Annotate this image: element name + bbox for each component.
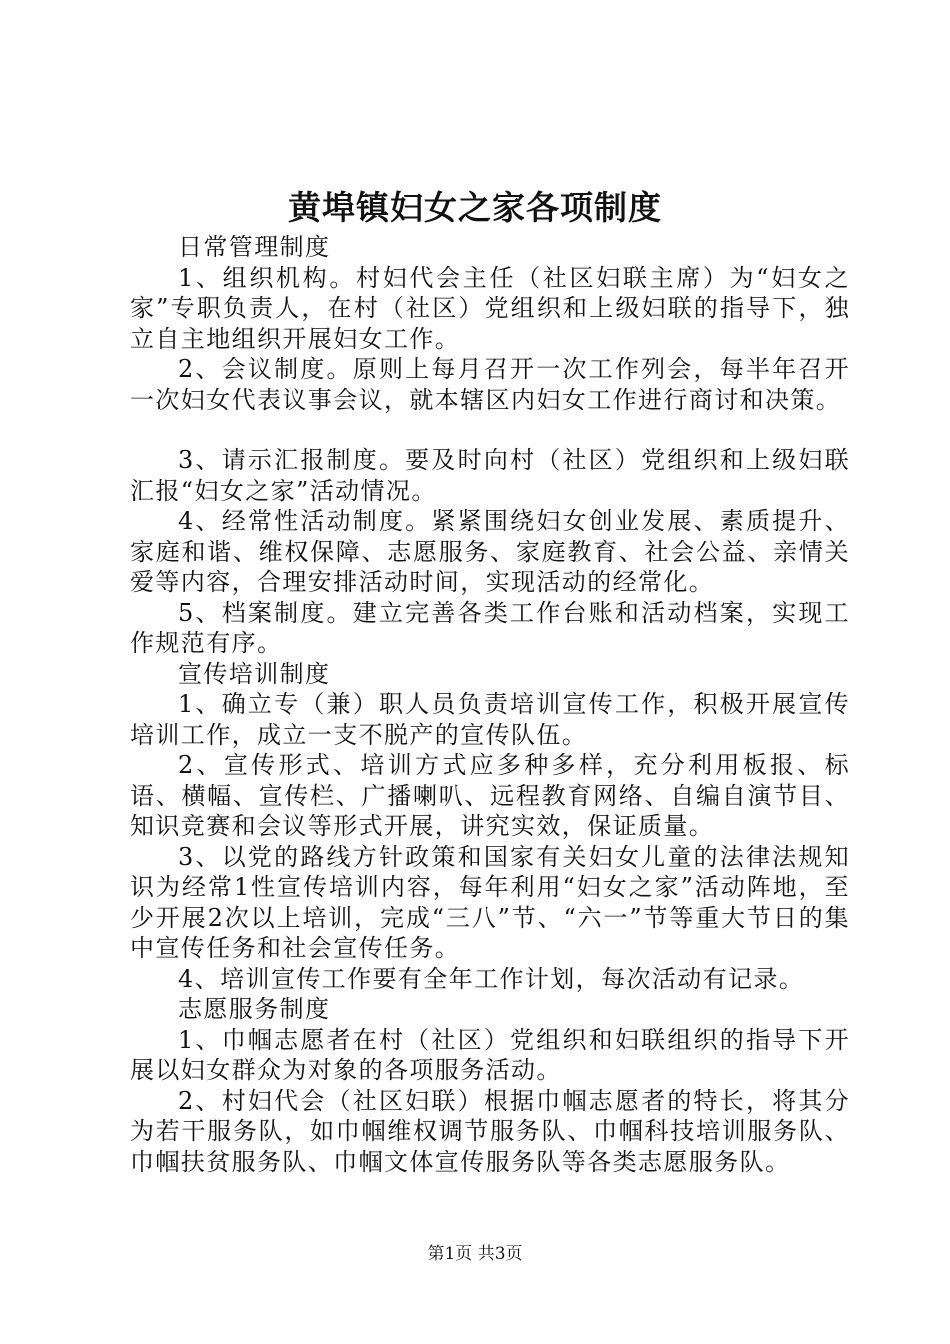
section-heading-volunteer-service: 志愿服务制度 [178, 995, 331, 1023]
paragraph: 4、培训宣传工作要有全年工作计划，每次活动有记录。 [178, 964, 805, 993]
paragraph: 4、经常性活动制度。紧紧围绕妇女创业发展、素质提升、家庭和谐、维权保障、志愿服务、家庭教育、社会公益、亲情关爱等内容，合理安排活动时间，实现活动的经常化。 [130, 507, 850, 596]
section-heading-daily-management: 日常管理制度 [178, 233, 331, 261]
document-body [130, 232, 850, 1177]
paragraph: 3、请示汇报制度。要及时向村（社区）党组织和上级妇联汇报“妇女之家”活动情况。 [130, 446, 850, 505]
paragraph: 2、村妇代会（社区妇联）根据巾帼志愿者的特长，将其分为若干服务队，如巾帼维权调节服务队、巾帼科技培训服务队、巾帼扶贫服务队、巾帼文体宣传服务队等各类志愿服务队。 [130, 1086, 850, 1176]
paragraph: 2、宣传形式、培训方式应多种多样，充分利用板报、标语、横幅、宣传栏、广播喇叭、远程教育网络、自编自演节目、知识竞赛和会议等形式开展，讲究实效，保证质量。 [130, 751, 850, 840]
document-title: 黄埠镇妇女之家各项制度 [288, 188, 662, 227]
paragraph: 1、确立专（兼）职人员负责培训宣传工作，积极开展宣传培训工作，成立一支不脱产的宣传队伍。 [130, 690, 850, 749]
paragraph: 5、档案制度。建立完善各类工作台账和活动档案，实现工作规范有序。 [130, 598, 850, 657]
section-heading-publicity-training: 宣传培训制度 [178, 659, 331, 688]
paragraph: 1、组织机构。村妇代会主任（社区妇联主席）为“妇女之家”专职负责人，在村（社区）党组织和上级妇联的指导下，独立自主地组织开展妇女工作。 [130, 263, 850, 353]
paragraph: 2、会议制度。原则上每月召开一次工作列会，每半年召开一次妇女代表议事会议，就本辖区内妇女工作进行商讨和决策。 [130, 355, 850, 414]
paragraph: 1、巾帼志愿者在村（社区）党组织和妇联组织的指导下开展以妇女群众为对象的各项服务活动。 [130, 1025, 850, 1084]
page-footer: 第1页 共3页 [427, 1244, 523, 1264]
paragraph: 3、以党的路线方针政策和国家有关妇女儿童的法律法规知识为经常1性宣传培训内容，每年利用“妇女之家”活动阵地，至少开展2次以上培训，完成“三八”节、“六一”节等重大节日的集中宣传任务和社会宣传任务。 [130, 842, 850, 962]
